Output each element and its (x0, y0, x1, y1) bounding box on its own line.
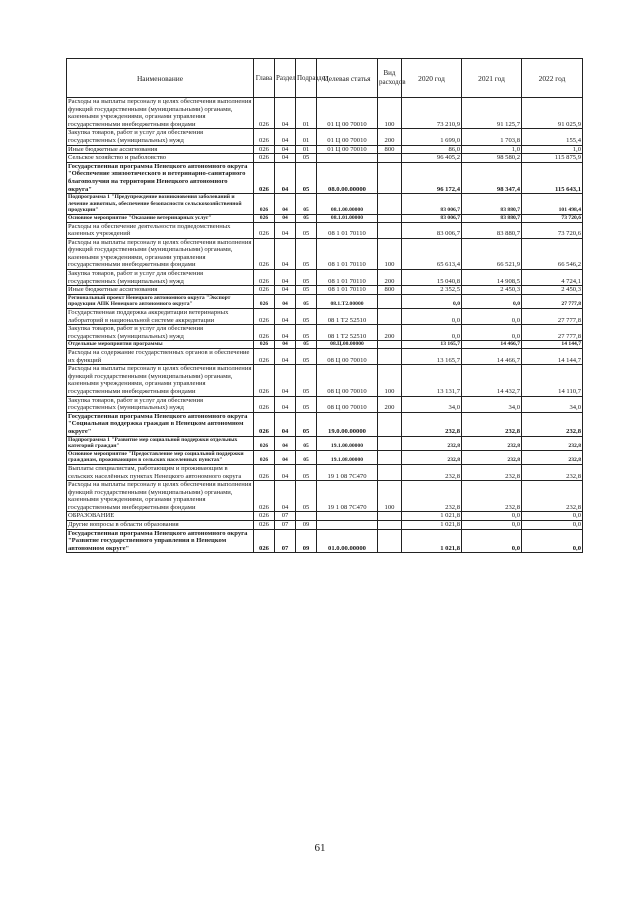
row-2021: 83 880,7 (462, 194, 522, 215)
row-2021: 34,0 (462, 396, 522, 412)
row-razdel: 04 (275, 436, 296, 450)
row-podrazdel: 05 (296, 412, 317, 436)
row-2022: 115 875,9 (522, 154, 583, 163)
row-glava: 026 (254, 325, 275, 341)
row-2022: 0,0 (522, 521, 583, 530)
row-name: Основное мероприятие "Предоставление мер социальной поддержки гражданам, проживающим в сельских населенных пунктах" (67, 450, 254, 464)
row-vid (378, 294, 402, 308)
table-row (67, 436, 583, 450)
row-razdel: 04 (275, 222, 296, 238)
row-2022: 4 724,1 (522, 270, 583, 286)
row-name: Подпрограмма 1 "Предупреждение возникновения заболеваний и лечение животных, обеспечение безопасности сельскохозяйственной продукции" (67, 194, 254, 215)
table-row (67, 412, 583, 436)
row-2022: 14 110,7 (522, 365, 583, 396)
row-podrazdel: 05 (296, 270, 317, 286)
row-vid (378, 194, 402, 215)
row-glava: 026 (254, 464, 275, 480)
row-glava: 026 (254, 436, 275, 450)
row-2020: 232,8 (402, 481, 462, 512)
row-razdel: 04 (275, 98, 296, 129)
row-podrazdel: 01 (296, 145, 317, 154)
row-podrazdel: 09 (296, 521, 317, 530)
row-vid (378, 521, 402, 530)
row-razdel: 04 (275, 129, 296, 145)
row-podrazdel: 01 (296, 129, 317, 145)
header-name: Наименование (67, 59, 254, 98)
table-row (67, 512, 583, 521)
row-2020: 1 699,0 (402, 129, 462, 145)
row-razdel: 04 (275, 450, 296, 464)
row-razdel: 04 (275, 154, 296, 163)
header-podrazdel: Подраздел (296, 59, 317, 98)
budget-table (66, 58, 583, 553)
row-statya: 01 Ц 00 70010 (317, 145, 378, 154)
row-2020: 2 352,5 (402, 286, 462, 295)
row-2022: 155,4 (522, 129, 583, 145)
row-2021: 66 521,9 (462, 238, 522, 269)
row-glava: 026 (254, 194, 275, 215)
header-2020: 2020 год (402, 59, 462, 98)
row-2022: 1,0 (522, 145, 583, 154)
table-row (67, 396, 583, 412)
row-name: Государственная программа Ненецкого автономного округа "Социальная поддержка граждан в Ненецком автономном округе" (67, 412, 254, 436)
row-statya (317, 512, 378, 521)
table-row (67, 129, 583, 145)
row-podrazdel: 05 (296, 222, 317, 238)
row-vid (378, 222, 402, 238)
row-statya: 19 1 08 7С470 (317, 481, 378, 512)
row-vid (378, 162, 402, 193)
row-vid: 100 (378, 365, 402, 396)
row-2021: 1,0 (462, 145, 522, 154)
row-vid (378, 214, 402, 222)
row-name: Расходы на выплаты персоналу в целях обеспечения выполнения функций государственными (муниципальными) органами, казенными учреждениями, органами управления государственными внебюджетными фондами (67, 238, 254, 269)
row-statya (317, 521, 378, 530)
row-2022: 232,8 (522, 412, 583, 436)
table-row (67, 162, 583, 193)
header-2021: 2021 год (462, 59, 522, 98)
row-name: Подпрограмма 1 "Развитие мер социальной поддержки отдельных категорий граждан" (67, 436, 254, 450)
row-statya: 08 1 01 70110 (317, 222, 378, 238)
row-2020: 15 040,8 (402, 270, 462, 286)
row-2021: 232,8 (462, 481, 522, 512)
row-statya: 08.1.00.00000 (317, 194, 378, 215)
table-row (67, 270, 583, 286)
row-statya: 01 Ц 00 70010 (317, 129, 378, 145)
table-row (67, 325, 583, 341)
row-name: Выплаты специалистам, работающим и проживающим в сельских населённых пунктах Ненецкого автономного округа (67, 464, 254, 480)
row-podrazdel: 05 (296, 286, 317, 295)
row-name: Иные бюджетные ассигнования (67, 286, 254, 295)
row-2022: 27 777,8 (522, 309, 583, 325)
row-glava: 026 (254, 222, 275, 238)
table-header-row (67, 59, 583, 98)
row-2021: 91 125,7 (462, 98, 522, 129)
row-2020: 232,8 (402, 464, 462, 480)
row-2021: 14 466,7 (462, 349, 522, 365)
row-glava: 026 (254, 154, 275, 163)
row-glava: 026 (254, 129, 275, 145)
row-2021: 0,0 (462, 309, 522, 325)
table-row (67, 365, 583, 396)
row-2022: 0,0 (522, 512, 583, 521)
row-name: Иные бюджетные ассигнования (67, 145, 254, 154)
row-glava: 026 (254, 162, 275, 193)
row-name: Закупка товаров, работ и услуг для обеспечения государственных (муниципальных) нужд (67, 325, 254, 341)
row-vid (378, 512, 402, 521)
row-2020: 0,0 (402, 325, 462, 341)
row-2020: 13 131,7 (402, 365, 462, 396)
row-razdel: 04 (275, 286, 296, 295)
row-razdel: 04 (275, 194, 296, 215)
row-podrazdel: 05 (296, 464, 317, 480)
row-glava: 026 (254, 286, 275, 295)
row-vid (378, 309, 402, 325)
row-statya: 08 Ц 00 70010 (317, 349, 378, 365)
row-2022: 73 720,6 (522, 222, 583, 238)
row-2022: 91 025,9 (522, 98, 583, 129)
header-razdel: Раздел (275, 59, 296, 98)
row-podrazdel: 05 (296, 396, 317, 412)
row-razdel: 04 (275, 214, 296, 222)
row-razdel: 04 (275, 270, 296, 286)
row-statya: 08 Ц 00 70010 (317, 396, 378, 412)
row-vid: 800 (378, 145, 402, 154)
row-glava: 026 (254, 365, 275, 396)
row-2021: 0,0 (462, 325, 522, 341)
row-2020: 232,8 (402, 436, 462, 450)
row-2020: 83 006,7 (402, 214, 462, 222)
row-name: ОБРАЗОВАНИЕ (67, 512, 254, 521)
row-vid (378, 436, 402, 450)
row-2022: 14 144,7 (522, 349, 583, 365)
row-glava: 026 (254, 521, 275, 530)
row-2020: 232,8 (402, 412, 462, 436)
row-razdel: 04 (275, 464, 296, 480)
row-razdel: 04 (275, 365, 296, 396)
row-razdel: 04 (275, 349, 296, 365)
row-glava: 026 (254, 512, 275, 521)
table-row (67, 349, 583, 365)
row-2020: 86,0 (402, 145, 462, 154)
header-statya: Целевая статья (317, 59, 378, 98)
row-2022: 232,8 (522, 464, 583, 480)
row-podrazdel: 05 (296, 436, 317, 450)
row-razdel: 04 (275, 294, 296, 308)
row-razdel: 04 (275, 238, 296, 269)
row-name: Отдельные мероприятия программы (67, 341, 254, 349)
row-glava: 026 (254, 481, 275, 512)
row-podrazdel: 05 (296, 450, 317, 464)
row-glava: 026 (254, 529, 275, 553)
row-2020: 13 165,7 (402, 349, 462, 365)
row-2021: 232,8 (462, 450, 522, 464)
row-podrazdel: 05 (296, 349, 317, 365)
row-2022: 232,8 (522, 450, 583, 464)
row-2020: 232,8 (402, 450, 462, 464)
row-name: Расходы на содержание государственных органов и обеспечение их функций (67, 349, 254, 365)
table-row (67, 341, 583, 349)
row-vid: 800 (378, 286, 402, 295)
row-name: Основное мероприятие "Оказание ветеринарных услуг" (67, 214, 254, 222)
row-glava: 026 (254, 270, 275, 286)
row-podrazdel: 05 (296, 154, 317, 163)
row-razdel: 04 (275, 162, 296, 193)
row-name: Расходы на выплаты персоналу в целях обеспечения выполнения функций государственными (муниципальными) органами, казенными учреждениями, органами управления государственными внебюджетными фондами (67, 98, 254, 129)
row-2021: 232,8 (462, 412, 522, 436)
table-row (67, 98, 583, 129)
row-razdel: 04 (275, 481, 296, 512)
row-glava: 026 (254, 294, 275, 308)
row-glava: 026 (254, 214, 275, 222)
row-vid: 200 (378, 270, 402, 286)
row-podrazdel: 05 (296, 238, 317, 269)
row-2021: 98 347,4 (462, 162, 522, 193)
row-name: Расходы на обеспечение деятельности подведомственных казенных учреждений (67, 222, 254, 238)
table-row (67, 529, 583, 553)
row-2020: 1 021,8 (402, 521, 462, 530)
table-row (67, 214, 583, 222)
row-statya: 08.1.01.00000 (317, 214, 378, 222)
row-glava: 026 (254, 145, 275, 154)
row-statya: 19.0.00.00000 (317, 412, 378, 436)
row-podrazdel: 05 (296, 162, 317, 193)
row-razdel: 04 (275, 396, 296, 412)
row-2021: 232,8 (462, 436, 522, 450)
row-2021: 2 450,3 (462, 286, 522, 295)
row-razdel: 04 (275, 341, 296, 349)
row-name: Закупка товаров, работ и услуг для обеспечения государственных (муниципальных) нужд (67, 270, 254, 286)
row-2020: 0,0 (402, 294, 462, 308)
row-glava: 026 (254, 349, 275, 365)
row-2021: 0,0 (462, 294, 522, 308)
table-row (67, 194, 583, 215)
table-row (67, 294, 583, 308)
row-2020: 13 165,7 (402, 341, 462, 349)
row-2021: 1 703,8 (462, 129, 522, 145)
row-2020: 83 006,7 (402, 222, 462, 238)
row-name: Закупка товаров, работ и услуг для обеспечения государственных (муниципальных) нужд (67, 396, 254, 412)
row-name: Расходы на выплаты персоналу в целях обеспечения выполнения функций государственными (муниципальными) органами, казенными учреждениями, органами управления государственными внебюджетными фондами (67, 481, 254, 512)
row-name: Государственная поддержка аккредитации ветеринарных лабораторий в национальной системе аккредитации (67, 309, 254, 325)
row-vid (378, 450, 402, 464)
row-vid (378, 529, 402, 553)
table-row (67, 481, 583, 512)
row-2020: 73 210,9 (402, 98, 462, 129)
row-name: Государственная программа Ненецкого автономного округа "Развитие государственного управления в Ненецком автономном округе" (67, 529, 254, 553)
table-row (67, 450, 583, 464)
row-razdel: 07 (275, 521, 296, 530)
row-podrazdel: 05 (296, 294, 317, 308)
row-vid: 200 (378, 129, 402, 145)
row-2020: 96 172,4 (402, 162, 462, 193)
row-podrazdel: 05 (296, 341, 317, 349)
row-statya: 08 1 01 70110 (317, 286, 378, 295)
row-2021: 232,8 (462, 464, 522, 480)
row-glava: 026 (254, 238, 275, 269)
row-glava: 026 (254, 309, 275, 325)
row-vid: 100 (378, 238, 402, 269)
row-podrazdel: 05 (296, 194, 317, 215)
row-podrazdel: 05 (296, 365, 317, 396)
row-statya: 08 1 T2 52510 (317, 325, 378, 341)
row-glava: 026 (254, 412, 275, 436)
row-vid (378, 412, 402, 436)
row-podrazdel (296, 512, 317, 521)
row-2020: 34,0 (402, 396, 462, 412)
row-2021: 0,0 (462, 521, 522, 530)
row-2022: 101 498,4 (522, 194, 583, 215)
row-2021: 83 880,7 (462, 214, 522, 222)
row-2022: 115 643,1 (522, 162, 583, 193)
row-vid (378, 154, 402, 163)
header-glava: Глава (254, 59, 275, 98)
row-2022: 232,8 (522, 481, 583, 512)
row-statya: 19 1 08 7С470 (317, 464, 378, 480)
table-row (67, 222, 583, 238)
row-vid: 100 (378, 98, 402, 129)
row-name: Расходы на выплаты персоналу в целях обеспечения выполнения функций государственными (муниципальными) органами, казенными учреждениями, органами управления государственными внебюджетными фондами (67, 365, 254, 396)
row-2022: 232,8 (522, 436, 583, 450)
header-2022: 2022 год (522, 59, 583, 98)
row-name: Государственная программа Ненецкого автономного округа "Обеспечение эпизоотического и ветеринарно-санитарного благополучия на территории Ненецкого автономного округа" (67, 162, 254, 193)
row-glava: 026 (254, 450, 275, 464)
row-2021: 98 580,2 (462, 154, 522, 163)
row-2021: 14 466,7 (462, 341, 522, 349)
row-2020: 1 021,8 (402, 512, 462, 521)
row-statya: 08 1 01 70110 (317, 270, 378, 286)
row-statya: 08 1 T2 52510 (317, 309, 378, 325)
row-2021: 83 880,7 (462, 222, 522, 238)
row-2021: 0,0 (462, 529, 522, 553)
row-2020: 96 405,2 (402, 154, 462, 163)
row-podrazdel: 01 (296, 98, 317, 129)
row-2022: 73 720,6 (522, 214, 583, 222)
row-razdel: 07 (275, 529, 296, 553)
row-statya: 19.1.00.00000 (317, 436, 378, 450)
row-2021: 14 432,7 (462, 365, 522, 396)
row-2022: 34,0 (522, 396, 583, 412)
row-vid: 200 (378, 396, 402, 412)
row-2022: 66 546,2 (522, 238, 583, 269)
row-statya (317, 154, 378, 163)
header-vid: Вид расходов (378, 59, 402, 98)
row-razdel: 07 (275, 512, 296, 521)
table-row (67, 309, 583, 325)
row-statya: 08.0.00.00000 (317, 162, 378, 193)
row-vid (378, 349, 402, 365)
table-row (67, 286, 583, 295)
row-2020: 0,0 (402, 309, 462, 325)
row-statya: 08 Ц 00 70010 (317, 365, 378, 396)
row-vid (378, 464, 402, 480)
row-glava: 026 (254, 396, 275, 412)
row-podrazdel: 05 (296, 309, 317, 325)
row-podrazdel: 05 (296, 325, 317, 341)
row-vid (378, 341, 402, 349)
row-name: Сельское хозяйство и рыболовство (67, 154, 254, 163)
row-2022: 0,0 (522, 529, 583, 553)
row-statya: 08.Ц.00.00000 (317, 341, 378, 349)
table-row (67, 464, 583, 480)
row-statya: 08.1.T2.00000 (317, 294, 378, 308)
row-razdel: 04 (275, 145, 296, 154)
row-2021: 0,0 (462, 512, 522, 521)
row-2020: 83 006,7 (402, 194, 462, 215)
row-2022: 27 777,8 (522, 294, 583, 308)
row-podrazdel: 09 (296, 529, 317, 553)
row-glava: 026 (254, 98, 275, 129)
page-number: 61 (314, 842, 326, 854)
row-glava: 026 (254, 341, 275, 349)
table-row (67, 238, 583, 269)
row-2022: 14 144,7 (522, 341, 583, 349)
row-name: Закупка товаров, работ и услуг для обеспечения государственных (муниципальных) нужд (67, 129, 254, 145)
table-row (67, 154, 583, 163)
row-name: Региональный проект Ненецкого автономного округа "Экспорт продукции АПК Ненецкого автономного округа" (67, 294, 254, 308)
row-razdel: 04 (275, 325, 296, 341)
table-row (67, 521, 583, 530)
table-row (67, 145, 583, 154)
row-podrazdel: 05 (296, 481, 317, 512)
row-2020: 1 021,8 (402, 529, 462, 553)
row-2021: 14 908,5 (462, 270, 522, 286)
row-2022: 2 450,3 (522, 286, 583, 295)
row-vid: 100 (378, 481, 402, 512)
row-name: Другие вопросы в области образования (67, 521, 254, 530)
row-statya: 01 Ц 00 70010 (317, 98, 378, 129)
row-vid: 200 (378, 325, 402, 341)
row-podrazdel: 05 (296, 214, 317, 222)
row-razdel: 04 (275, 309, 296, 325)
row-statya: 19.1.08.00000 (317, 450, 378, 464)
row-2022: 27 777,8 (522, 325, 583, 341)
row-statya: 08 1 01 70110 (317, 238, 378, 269)
row-2020: 65 613,4 (402, 238, 462, 269)
row-statya: 01.0.00.00000 (317, 529, 378, 553)
row-razdel: 04 (275, 412, 296, 436)
